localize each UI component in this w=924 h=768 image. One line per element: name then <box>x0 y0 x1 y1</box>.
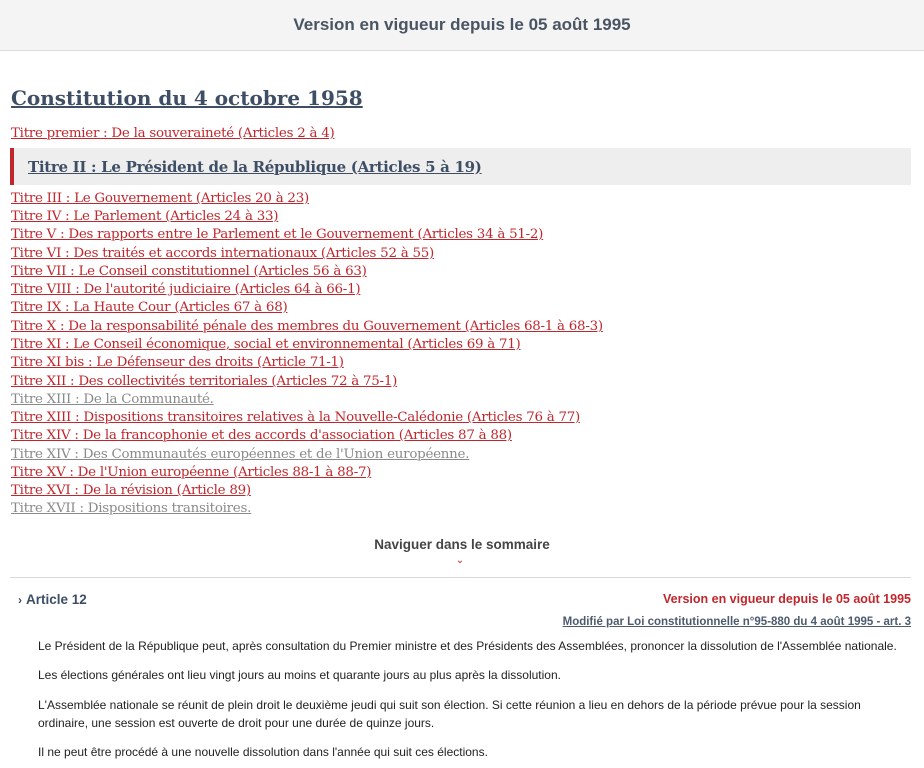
toc-item-obsolete[interactable]: Titre XIV : Des Communautés européennes et de l'Union européenne. <box>11 447 470 462</box>
document-title-link[interactable]: Constitution du 4 octobre 1958 <box>11 86 363 110</box>
article-paragraph: Il ne peut être procédé à une nouvelle dissolution dans l'année qui suit ces élections. <box>38 745 488 759</box>
toc-item[interactable]: Titre XVI : De la révision (Article 89) <box>11 483 251 498</box>
toc-item[interactable]: Titre XIII : Dispositions transitoires relatives à la Nouvelle-Calédonie (Articles 76 à 77) <box>11 410 581 425</box>
toc-item[interactable]: Titre III : Le Gouvernement (Articles 20 à 23) <box>11 191 309 206</box>
toc-item[interactable]: Titre IX : La Haute Cour (Articles 67 à 68) <box>11 300 288 315</box>
toc-item[interactable]: Titre XI : Le Conseil économique, social et environnemental (Articles 69 à 71) <box>11 337 521 352</box>
chevron-down-icon[interactable]: ⌄ <box>455 555 465 566</box>
article-paragraph: L'Assemblée nationale se réunit de plein droit le deuxième jeudi qui suit son élection. Si cette réunion a lieu en dehors de la période prévue pour la session ordinaire, une session est ouverte de droit pour une durée de quinze jours. <box>38 698 861 730</box>
toc-item[interactable]: Titre XII : Des collectivités territoriales (Articles 72 à 75-1) <box>11 374 398 389</box>
version-banner <box>0 0 924 51</box>
article-paragraph: Le Président de la République peut, après consultation du Premier ministre et des Présidents des Assemblées, prononcer la dissolution de l'Assemblée nationale. <box>38 639 897 653</box>
toc-item-active[interactable] <box>10 148 911 185</box>
article-title: Article 12 <box>26 592 87 607</box>
toc-active-label: Titre II : Le Président de la République (Articles 5 à 19) <box>28 157 482 176</box>
toc-item-obsolete[interactable]: Titre XVII : Dispositions transitoires. <box>11 501 252 516</box>
chevron-right-icon: › <box>18 592 22 607</box>
version-banner-text: Version en vigueur depuis le 05 août 1995 <box>293 15 631 34</box>
toc-item[interactable]: Titre VI : Des traités et accords internationaux (Articles 52 à 55) <box>11 246 434 261</box>
toc-item[interactable]: Titre IV : Le Parlement (Articles 24 à 33) <box>11 209 279 224</box>
toc-item[interactable]: Titre XV : De l'Union européenne (Articles 88-1 à 88-7) <box>11 465 372 480</box>
toc-item[interactable]: Titre V : Des rapports entre le Parlement et le Gouvernement (Articles 34 à 51-2) <box>11 227 544 242</box>
toc-item-obsolete[interactable]: Titre XIII : De la Communauté. <box>11 392 214 407</box>
toc-item[interactable]: Titre XIV : De la francophonie et des accords d'association (Articles 87 à 88) <box>11 428 512 443</box>
divider <box>10 577 911 578</box>
article-toggle[interactable] <box>18 592 87 607</box>
article-paragraph: Les élections générales ont lieu vingt jours au moins et quarante jours au plus après la dissolution. <box>38 668 561 682</box>
article-version-status: Version en vigueur depuis le 05 août 1995 <box>662 592 911 606</box>
toc-item-titre-premier[interactable]: Titre premier : De la souveraineté (Articles 2 à 4) <box>11 126 335 141</box>
toc-item[interactable]: Titre VIII : De l'autorité judiciaire (Articles 64 à 66-1) <box>11 282 361 297</box>
toc-item[interactable]: Titre XI bis : Le Défenseur des droits (Article 71-1) <box>11 355 344 370</box>
toc-item[interactable]: Titre X : De la responsabilité pénale des membres du Gouvernement (Articles 68-1 à 68-3) <box>11 319 603 334</box>
article-modified-by-link[interactable]: Modifié par Loi constitutionnelle n°95-880 du 4 août 1995 - art. 3 <box>562 616 911 628</box>
toc-item[interactable]: Titre VII : Le Conseil constitutionnel (Articles 56 à 63) <box>11 264 367 279</box>
navigate-summary-button[interactable]: Naviguer dans le sommaire <box>374 537 550 552</box>
